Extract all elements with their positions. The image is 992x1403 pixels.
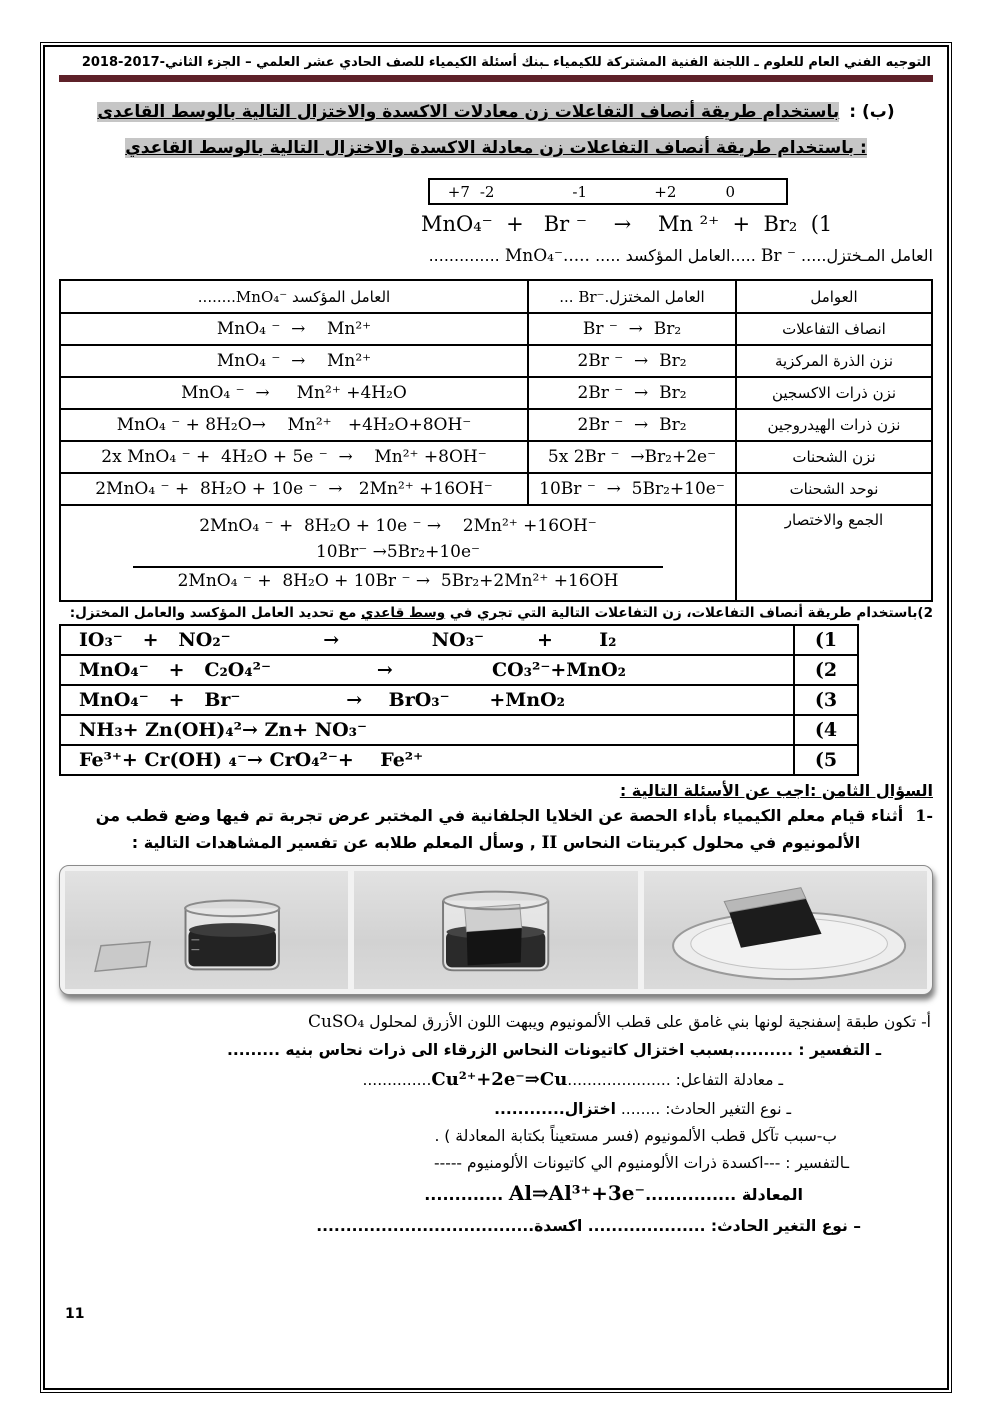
equation-number: (2 [794,655,858,685]
section-b-instruction-1: باستخدام طريقة أنصاف التفاعلات زن معادلات الاكسدة والاختزال التالية بالوسط القاعدى [97,102,840,122]
section-b-instruction-2: : باستخدام طريقة أنصاف التفاعلات زن معادلة الاكسدة والاختزال التالية بالوسط القاعدي [125,138,867,158]
dotted-blank: .............. [428,246,500,265]
section-b-heading [59,102,933,122]
oxidation-numbers-box [428,178,788,205]
reducing-agent-label: العامل المـختزل..... [801,246,933,265]
step-label: نزن ذرات الهيدروجين [736,409,932,441]
oxidizer-half-reaction: MnO₄ ⁻ → Mn²⁺ +4H₂O [60,377,528,409]
oxidizer-half-reaction: 2MnO₄ ⁻ + 8H₂O + 10e ⁻ → 2Mn²⁺ +16OH⁻ [60,473,528,505]
summary-cell [60,505,736,601]
coated-plate-on-dish-illustration [644,871,927,989]
step-label: نزن الشحنات [736,441,932,473]
question8-title [59,781,933,800]
reducer-header-text: العامل المختزل. [604,287,705,306]
instruction-text: مع تحديد العامل المؤكسد والعامل المختزل: [69,605,362,621]
unbalanced-equation: MnO₄⁻ + C₂O₄²⁻ → CO₃²⁻+MnO₂ [60,655,794,685]
oxidizing-agent-label: .....العامل المؤكسد ..... [595,246,756,265]
copper-reduction-equation: Cu²⁺+2e⁻⇒Cu [431,1069,568,1090]
table-row [60,409,932,441]
cuso4-formula: CuSO₄ [307,1012,365,1032]
reducer-half-reaction: 2Br ⁻ → Br₂ [528,377,736,409]
step-label: انصاف التفاعلات [736,313,932,345]
question8-title-text: السؤال الثامن :اجب عن الأسئلة التالية : [619,781,933,800]
table-row [60,473,932,505]
exercise2-equations-table [59,624,859,776]
aluminum-plate-icon [95,942,150,972]
basic-medium-underlined: وسط قاعدي [361,605,446,621]
example-redox-equation: MnO₄⁻ + Br ⁻ → Mn ²⁺ + Br₂ (1 [421,212,833,236]
photo-plate-immersed-in-solution [354,871,637,989]
summary-reducer-equation: 10Br⁻ →5Br₂+10e⁻ [315,541,481,562]
page-inner-frame [43,45,949,1390]
step-label: نوحد الشحنات [736,473,932,505]
unbalanced-equation: NH₃+ Zn(OH)₄²→ Zn+ NO₃⁻ [60,715,794,745]
equation-row [60,655,858,685]
photo-aluminum-plate-beside-beaker [65,871,348,989]
reducer-half-reaction: 5x 2Br ⁻ →Br₂+2e⁻ [528,441,736,473]
oxidizer-half-reaction: MnO₄ ⁻ → Mn²⁺ [60,313,528,345]
reducing-agent-formula: Br ⁻ [760,246,796,266]
page-number: 11 [65,1306,85,1322]
overall-balanced-equation: 2MnO₄ ⁻ + 8H₂O + 10Br ⁻ → 5Br₂+2Mn²⁺ +16OH [177,570,619,591]
step-label: نزن الذرة المركزية [736,345,932,377]
equation-label: المعادلة ............... [645,1185,803,1204]
explanation-a-line: ـ التفسير : ..........بسبب اختزال كاتيونات النحاس الزرقاء الى ذرات نحاس بنيه ......... [226,1041,881,1059]
dotted-blank: .............. [362,1071,432,1089]
oxidizer-half-reaction: MnO₄ ⁻ → Mn²⁺ [60,345,528,377]
oxidation-number: -1 [572,183,588,201]
step-label: نزن ذرات الاكسجين [736,377,932,409]
change-type-label: ـ نوع التغير الحادث: ........ [615,1100,791,1118]
equation-row [60,685,858,715]
oxidizer-header-text: العامل المؤكسد [287,287,391,306]
solution-surface [189,923,276,937]
plate-in-beaker-illustration [354,871,637,989]
change-type-b-line [59,1211,861,1241]
equation-number: (3 [794,685,858,715]
exercise2-instruction [59,605,933,621]
reaction-equation-a-line [59,1065,783,1095]
observation-a-line [59,1009,931,1035]
oxidation-number: +7 [447,183,470,201]
reducer-half-reaction: Br ⁻ → Br₂ [528,313,736,345]
question-text: الألمونيوم في محلول كبريتات النحاس [557,833,861,852]
equation-row [60,625,858,655]
oxidation-number: +2 [654,183,677,201]
question-text: , وسأل المعلم طلابه عن تفسير المشاهدات التالية : [131,833,542,852]
agents-identification-line [59,241,933,271]
document-header-title: التوجيه الفني العام للعلوم ـ اللجنة الفنية المشتركة للكيمياء ـبنك أسئلة الكيمياء للصف الحادي عشر العلمي – الجزء الثاني-2017-2018 [81,55,931,70]
header-divider-rule [59,75,933,82]
oxidizer-half-reaction: MnO₄ ⁻ + 8H₂O→ Mn²⁺ +4H₂O+8OH⁻ [60,409,528,441]
equation-row [60,715,858,745]
half-reaction-steps-table [59,279,933,602]
factors-header-cell: العوامل [736,280,932,313]
summary-oxidizer-equation: 2MnO₄ ⁻ + 8H₂O + 10e ⁻ → 2Mn²⁺ +16OH⁻ [199,515,597,536]
table-row [60,441,932,473]
oxidizing-agent-formula: MnO₄⁻..... [504,246,590,266]
change-type-answer: اكسدة..................................... [316,1217,583,1235]
copper-II-roman-numeral: II [541,833,558,853]
reducer-header-cell [528,280,736,313]
reducer-half-reaction: 2Br ⁻ → Br₂ [528,409,736,441]
plate-below-solution [467,928,522,965]
item-number: 1- [915,806,933,825]
summary-label: الجمع والاختصار [736,505,932,601]
table-row [60,377,932,409]
unbalanced-equation: MnO₄⁻ + Br⁻ → BrO₃⁻ +MnO₂ [60,685,794,715]
reducer-half-reaction: 2Br ⁻ → Br₂ [528,345,736,377]
reaction-equation-b-line [59,1177,803,1211]
change-type-label: – نوع التغير الحادث: .................... [582,1217,861,1235]
summary-row [60,505,932,601]
aluminum-plate-and-beaker-illustration [65,871,348,989]
dots: ... [559,287,579,306]
explanation-b-line: ـالتفسير : ---اكسدة ذرات الألومنيوم الي كاتيونات الألومنيوم ----- [434,1154,849,1172]
page-frame [40,42,952,1393]
equation-row [60,745,858,775]
oxidation-number: -2 [479,183,495,201]
unbalanced-equation: IO₃⁻ + NO₂⁻ → NO₃⁻ + I₂ [60,625,794,655]
oxidation-number: 0 [725,183,736,201]
section-b-label: (ب) : [849,102,895,122]
equation-label: ـ معادلة التفاعل: ..................... [567,1071,783,1089]
observation-a-text: أ- تكون طبقة إسفنجية لونها بني غامق على قطب الألمونيوم ويبهت اللون الأزرق لمحلول [364,1013,931,1031]
question8-item1-line1 [59,803,933,829]
oxidizer-header-formula: .....MnO₄⁻ [212,287,288,306]
change-type-answer: اختزال............ [494,1100,616,1118]
photo-coated-plate-on-dish [644,871,927,989]
reducer-header-formula: Br⁻ [578,287,605,306]
equation-number: (1 [794,625,858,655]
dotted-blank: ............. [424,1185,509,1204]
instruction-text: 2)باستخدام طريقة أنصاف التفاعلات، زن التفاعلات التالية التي تجري في [445,605,933,621]
question-text: أثناء قيام معلم الكيمياء بأداء الحصة عن الخلايا الجلفانية في المختبر عرض تجربة تم فيها وضع قطب من [95,806,904,825]
equation-number: (5 [794,745,858,775]
oxidizer-header-cell [60,280,528,313]
table-header-row [60,280,932,313]
table-row [60,313,932,345]
unbalanced-equation: Fe³⁺+ Cr(OH) ₄⁻→ CrO₄²⁻+ Fe²⁺ [60,745,794,775]
table-row [60,345,932,377]
section-b-heading-repeat [59,138,933,158]
question8-item1-line2 [59,829,933,857]
aluminum-oxidation-equation: Al⇒Al³⁺+3e⁻ [508,1181,646,1205]
equation-number: (4 [794,715,858,745]
dots: ... [197,287,213,306]
observation-b-line: ب-سبب تآكل قطب الألمونيوم (فسر مستعيناً بكتابة المعادلة ) . [434,1127,837,1145]
experiment-photos-figure [59,865,933,995]
change-type-a-line [59,1095,791,1123]
oxidizer-half-reaction: 2x MnO₄ ⁻ + 4H₂O + 5e ⁻ → Mn²⁺ +8OH⁻ [60,441,528,473]
reducer-half-reaction: 10Br ⁻ → 5Br₂+10e⁻ [528,473,736,505]
